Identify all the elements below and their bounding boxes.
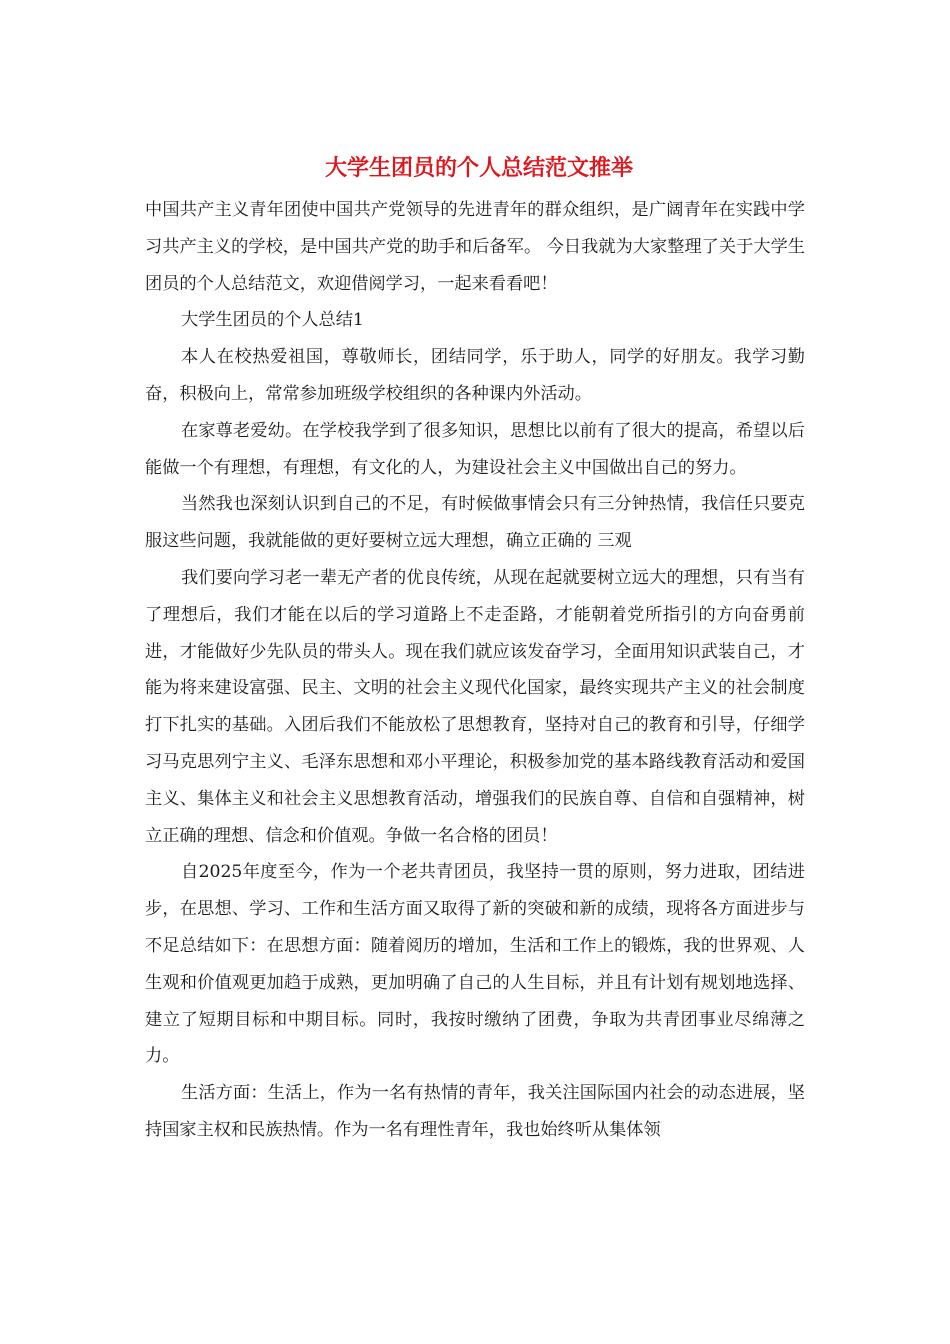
body-paragraph: 我们要向学习老一辈无产者的优良传统，从现在起就要树立远大的理想，只有当有了理想后，我们才能在以后的学习道路上不走歪路，才能朝着党所指引的方向奋勇前进，才能做好少先队员的带头人。现在我们就应该发奋学习，全面用知识武装自己，才能为将来建设富强、民主、文明的社会主义现代化国家，最终实现共产主义的社会制度打下扎实的基础。入团后我们不能放松了思想教育，坚持对自己的教育和引导，仔细学习马克思列宁主义、毛泽东思想和邓小平理论，积极参加党的基本路线教育活动和爱国主义、集体主义和社会主义思想教育活动，增强我们的民族自尊、自信和自强精神，树立正确的理想、信念和价值观。争做一名合格的团员！ (145, 567, 805, 846)
intro-paragraph: 中国共产主义青年团使中国共产党领导的先进青年的群众组织，是广阔青年在实践中学习共产主义的学校，是中国共产党的助手和后备军。 今日我就为大家整理了关于大学生团员的个人总结范文，欢迎借阅学习，一起来看看吧！ (145, 200, 805, 294)
body-paragraph: 本人在校热爱祖国，尊敬师长，团结同学，乐于助人，同学的好朋友。我学习勤奋，积极向上，常常参加班级学校组织的各种课内外活动。 (145, 347, 805, 404)
body-paragraph: 自2025年度至今，作为一个老共青团员，我坚持一贯的原则，努力进取，团结进步，在思想、学习、工作和生活方面又取得了新的突破和新的成绩，现将各方面进步与不足总结如下：在思想方面：随着阅历的增加，生活和工作上的锻炼，我的世界观、人生观和价值观更加趋于成熟，更加明确了自己的人生目标，并且有计划有规划地选择、建立了短期目标和中期目标。同时，我按时缴纳了团费，争取为共青团事业尽绵薄之力。 (145, 862, 805, 1067)
body-paragraph: 生活方面：生活上，作为一名有热情的青年，我关注国际国内社会的动态进展，坚持国家主权和民族热情。作为一名有理性青年，我也始终听从集体领 (145, 1083, 805, 1140)
document-page (145, 148, 805, 1149)
section-heading: 大学生团员的个人总结1 (181, 310, 364, 331)
body-paragraph: 在家尊老爱幼。在学校我学到了很多知识，思想比以前有了很大的提高，希望以后能做一个有理想，有理想，有文化的人，为建设社会主义中国做出自己的努力。 (145, 420, 805, 478)
body-paragraph: 当然我也深刻认识到自己的不足，有时候做事情会只有三分钟热情，我信任只要克服这些问题，我就能做的更好要树立远大理想，确立正确的 三观 (145, 494, 805, 552)
document-title: 大学生团员的个人总结范文推举 (324, 155, 633, 181)
